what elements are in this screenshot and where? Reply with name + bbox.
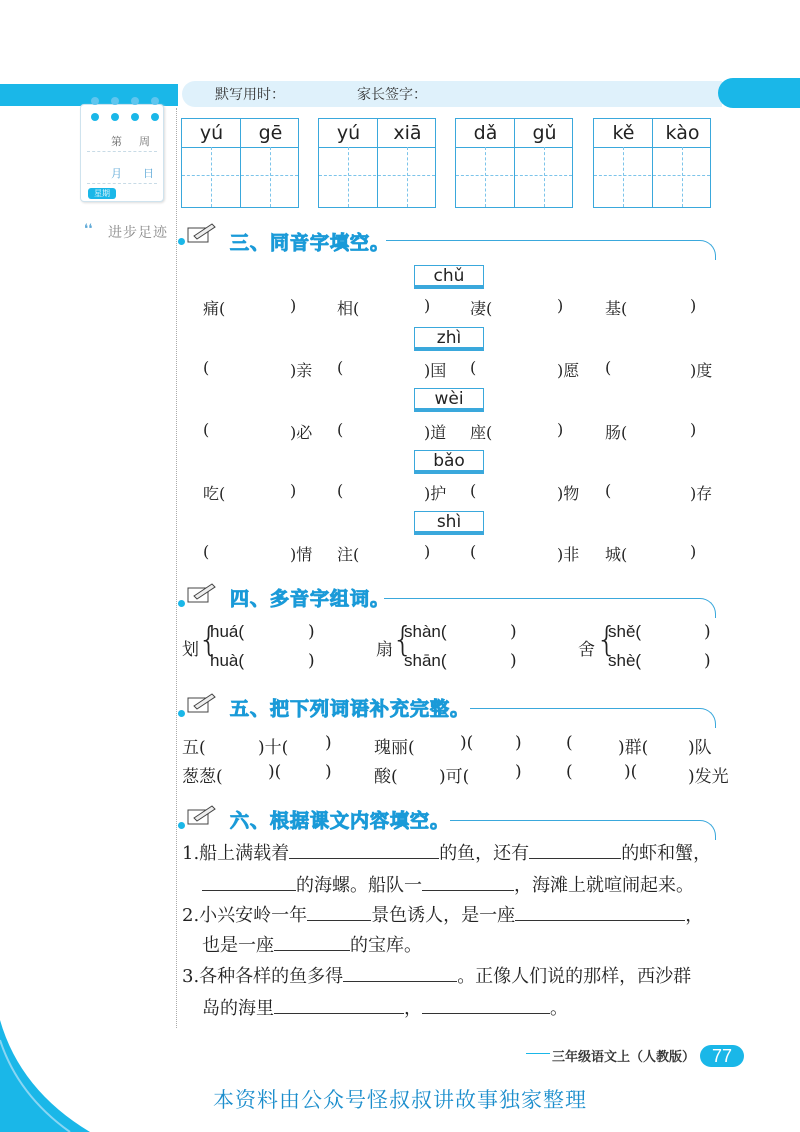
month-label: 月: [111, 167, 122, 180]
idiom-token: )(: [268, 762, 282, 782]
q1-text: 的虾和蟹，: [621, 843, 712, 864]
pencil-icon: [186, 804, 216, 826]
pinyin-label: kě: [612, 122, 635, 144]
pinyin-tag: bǎo: [414, 450, 484, 474]
q2-text: 的宝库。: [350, 935, 422, 956]
answer-blank[interactable]: [422, 873, 514, 891]
watermark-text: 本资料由公众号怪叔叔讲故事独家整理: [213, 1089, 587, 1112]
grid-guide: [594, 175, 710, 176]
reading-1: shě(: [608, 622, 642, 641]
q2-text: ，: [685, 905, 704, 926]
reading-2: huà(: [210, 651, 245, 670]
paren-close: ): [308, 622, 315, 642]
pencil-icon: [186, 582, 216, 604]
fill-token: ): [290, 296, 297, 315]
day-label: 日: [143, 167, 154, 180]
fill-token: )物: [557, 484, 580, 503]
q3-text: ，: [404, 998, 422, 1019]
idiom-token: )发光: [688, 767, 729, 787]
fill-token: (: [470, 542, 477, 561]
grid-rule: [319, 147, 435, 148]
idiom-token: (: [566, 762, 573, 782]
fill-token: ): [557, 296, 564, 315]
fill-token: (: [470, 358, 477, 377]
fill-token: )必: [290, 423, 313, 442]
idiom-token: )群(: [618, 738, 649, 758]
q1-text: 的海螺。船队一: [296, 875, 422, 896]
section6-title: 六、根据课文内容填空。: [230, 810, 451, 832]
section-bullet: [178, 710, 185, 717]
fill-token: )亲: [290, 361, 313, 380]
paren-close: ): [704, 651, 711, 671]
fill-token: 吃(: [203, 484, 226, 503]
paren-close: ): [704, 622, 711, 642]
calendar-ring: [131, 97, 139, 105]
fill-token: (: [203, 358, 210, 377]
fill-token: )存: [690, 484, 713, 503]
fill-token: )愿: [557, 361, 580, 380]
grid-guide: [456, 175, 572, 176]
idiom-token: ): [325, 733, 332, 753]
section-bullet: [178, 600, 185, 607]
pinyin-tag: chǔ: [414, 265, 484, 289]
week-prefix: 第: [111, 135, 122, 148]
brace-icon: {: [392, 620, 414, 660]
answer-blank[interactable]: [307, 903, 371, 921]
calendar-hole: [151, 113, 159, 121]
q3-text: 。: [550, 998, 568, 1019]
fill-token: ): [690, 542, 697, 561]
brace-icon: {: [198, 620, 220, 660]
reading-2: shè(: [608, 651, 642, 670]
fill-token: )非: [557, 545, 580, 564]
pinyin-label: xiā: [393, 122, 422, 144]
grid-guide: [319, 175, 435, 176]
idiom-token: 葱葱(: [182, 767, 223, 787]
calendar-divider: [87, 183, 157, 184]
footprint-icon: ❛❛: [84, 222, 93, 237]
header-band-right: [718, 78, 800, 108]
answer-blank[interactable]: [274, 933, 350, 951]
pinyin-label: gē: [258, 122, 283, 144]
fill-token: (: [605, 358, 612, 377]
idiom-token: 瑰丽(: [374, 738, 415, 758]
paren-close: ): [510, 651, 517, 671]
fill-token: 肠(: [605, 423, 628, 442]
idiom-token: )(: [460, 733, 474, 753]
paren-close: ): [510, 622, 517, 642]
answer-blank[interactable]: [274, 996, 404, 1014]
paren-close: ): [308, 651, 315, 671]
answer-blank[interactable]: [515, 903, 685, 921]
grid-rule: [182, 147, 298, 148]
parent-sign-label: 家长签字：: [357, 86, 427, 102]
footprints-label: 进步足迹: [108, 225, 168, 241]
fill-token: ): [690, 296, 697, 315]
fill-token: )度: [690, 361, 713, 380]
footer-rule: [526, 1053, 550, 1054]
pinyin-label: dǎ: [473, 122, 498, 144]
pinyin-label: yú: [199, 122, 224, 144]
calendar-hole: [131, 113, 139, 121]
idiom-token: )(: [624, 762, 638, 782]
q2-text: 也是一座: [202, 935, 274, 956]
section5-title: 五、把下列词语补充完整。: [230, 698, 471, 720]
q3-text: 3.各种各样的鱼多得: [182, 966, 344, 987]
question-2-line-1: [182, 903, 703, 927]
fill-token: )情: [290, 545, 313, 564]
question-1-line-1: [182, 841, 711, 865]
pinyin-writing-box: [318, 118, 436, 208]
polyphone-char: 扇: [376, 640, 393, 660]
fill-token: ): [690, 420, 697, 439]
q3-text: 。正像人们说的那样，西沙群: [457, 966, 692, 987]
fill-token: (: [337, 420, 344, 439]
q2-text: 2.小兴安岭一年: [182, 905, 308, 926]
grid-rule: [594, 147, 710, 148]
fill-token: ): [557, 420, 564, 439]
idiom-token: 五(: [182, 738, 206, 758]
page-number: 77: [700, 1045, 744, 1067]
grid-guide: [623, 147, 624, 207]
fill-token: (: [605, 481, 612, 500]
q1-text: 的鱼，还有: [439, 843, 530, 864]
calendar-hole: [91, 113, 99, 121]
margin-dotted-line: [176, 108, 177, 1028]
fill-token: 痛(: [203, 299, 226, 318]
week-suffix: 周: [139, 135, 150, 148]
idiom-token: )可(: [439, 767, 470, 787]
answer-blank[interactable]: [343, 964, 457, 982]
answer-blank[interactable]: [289, 841, 439, 859]
answer-blank[interactable]: [529, 841, 621, 859]
answer-blank[interactable]: [202, 873, 296, 891]
calendar-ring: [151, 97, 159, 105]
calendar-ring: [91, 97, 99, 105]
grid-guide: [182, 175, 298, 176]
fill-token: 注(: [337, 545, 360, 564]
grid-guide: [407, 147, 408, 207]
idiom-token: ): [325, 762, 332, 782]
grid-guide: [211, 147, 212, 207]
fill-token: )国: [424, 361, 447, 380]
pinyin-writing-box: [181, 118, 299, 208]
book-title: 三年级语文上（人教版）: [552, 1049, 696, 1064]
fill-token: ): [424, 296, 431, 315]
section-rule: [386, 240, 716, 260]
polyphone-char: 舍: [578, 640, 595, 660]
fill-token: 相(: [337, 299, 360, 318]
fill-token: )护: [424, 484, 447, 503]
dictation-time-label: 默写用时：: [215, 86, 285, 102]
fill-token: (: [203, 542, 210, 561]
brace-icon: {: [596, 620, 618, 660]
idiom-token: 酸(: [374, 767, 398, 787]
reading-2: shān(: [404, 651, 447, 670]
q1-text: ，海滩上就喧闹起来。: [514, 875, 694, 896]
fill-token: ): [290, 481, 297, 500]
answer-blank[interactable]: [422, 996, 550, 1014]
calendar-hole: [111, 113, 119, 121]
fill-token: (: [337, 358, 344, 377]
fill-token: 城(: [605, 545, 628, 564]
pinyin-writing-box: [455, 118, 573, 208]
grid-guide: [270, 147, 271, 207]
question-3-line-1: [182, 964, 691, 988]
q3-text: 岛的海里: [202, 998, 274, 1019]
grid-rule: [456, 147, 572, 148]
pinyin-label: gǔ: [532, 122, 557, 144]
idiom-token: )十(: [258, 738, 289, 758]
pencil-icon: [186, 692, 216, 714]
fill-token: (: [337, 481, 344, 500]
section-bullet: [178, 238, 185, 245]
section-rule: [450, 820, 716, 840]
idiom-token: )队: [688, 738, 712, 758]
pinyin-tag: shì: [414, 511, 484, 535]
q1-text: 1.船上满载着: [182, 843, 290, 864]
pinyin-label: yú: [336, 122, 361, 144]
calendar-ring: [111, 97, 119, 105]
grid-guide: [544, 147, 545, 207]
fill-token: 座(: [470, 423, 493, 442]
pinyin-tag: zhì: [414, 327, 484, 351]
grid-guide: [485, 147, 486, 207]
section4-title: 四、多音字组词。: [230, 588, 391, 610]
q2-text: 景色诱人，是一座: [371, 905, 516, 926]
grid-guide: [348, 147, 349, 207]
section3-title: 三、同音字填空。: [230, 232, 391, 254]
reading-1: shàn(: [404, 622, 447, 641]
fill-token: 凄(: [470, 299, 493, 318]
weekday-badge: 星期: [88, 188, 116, 199]
idiom-token: (: [566, 733, 573, 753]
fill-token: 基(: [605, 299, 628, 318]
calendar-divider: [87, 151, 157, 152]
section-bullet: [178, 822, 185, 829]
question-1-line-2: [202, 873, 694, 897]
section-rule: [384, 598, 716, 618]
pencil-icon: [186, 222, 216, 244]
fill-token: ): [424, 542, 431, 561]
pinyin-writing-box: [593, 118, 711, 208]
idiom-token: ): [515, 762, 522, 782]
question-3-line-2: [202, 996, 568, 1020]
grid-guide: [682, 147, 683, 207]
pinyin-label: kào: [665, 122, 700, 144]
polyphone-char: 划: [182, 640, 199, 660]
question-2-line-2: [202, 933, 422, 957]
fill-token: )道: [424, 423, 447, 442]
reading-1: huá(: [210, 622, 245, 641]
fill-token: (: [203, 420, 210, 439]
pinyin-tag: wèi: [414, 388, 484, 412]
section-rule: [470, 708, 716, 728]
idiom-token: ): [515, 733, 522, 753]
fill-token: (: [470, 481, 477, 500]
